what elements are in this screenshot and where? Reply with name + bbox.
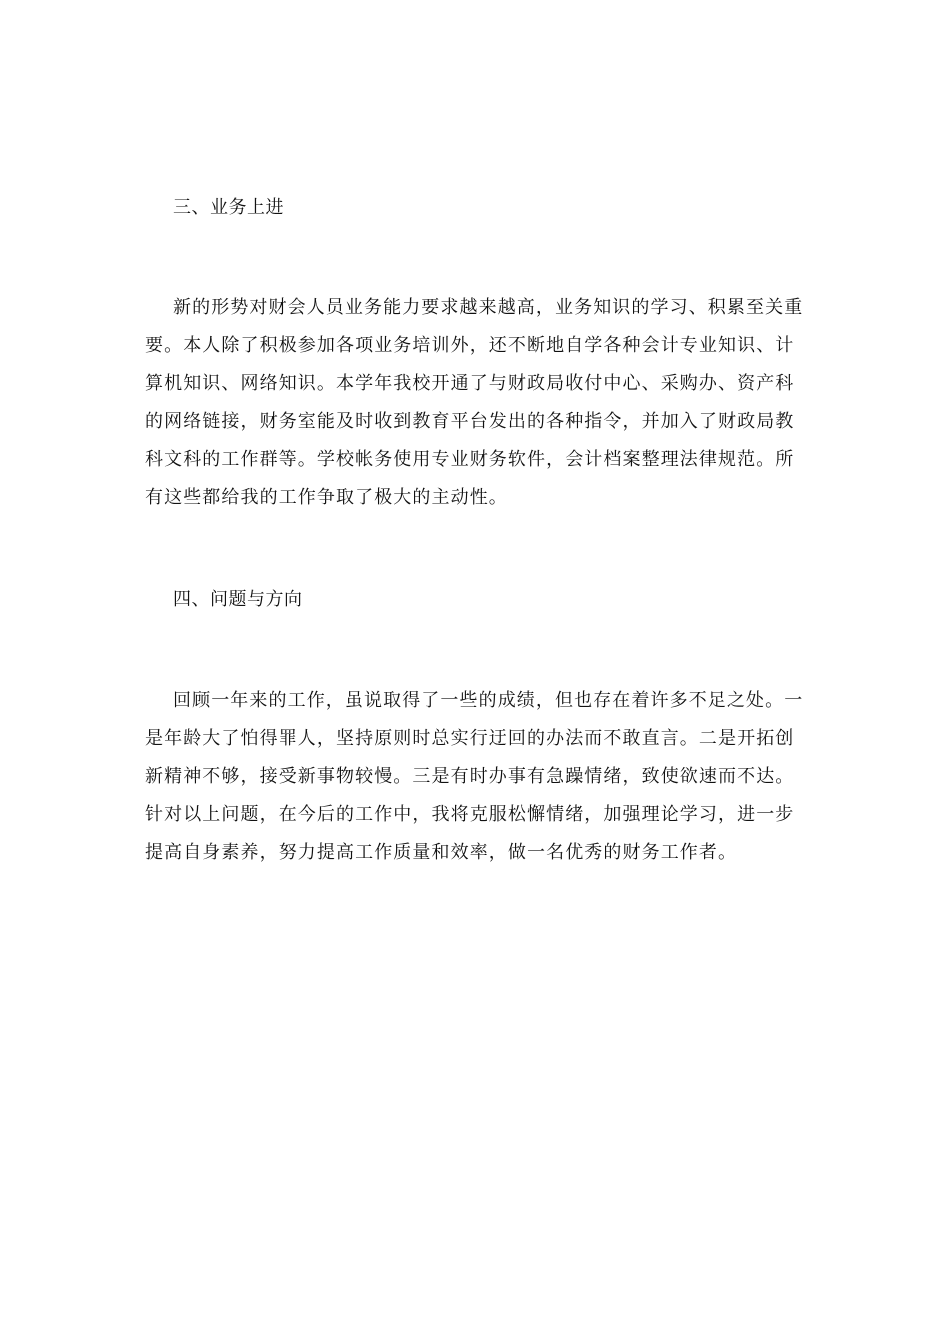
paragraph-line: 新的形势对财会人员业务能力要求越来越高，业务知识的学习、积累至关重: [173, 297, 804, 318]
paragraph-line: 有这些都给我的工作争取了极大的主动性。: [145, 487, 508, 508]
paragraph-line: 提高自身素养，努力提高工作质量和效率，做一名优秀的财务工作者。: [145, 842, 738, 863]
paragraph-line: 要。本人除了积极参加各项业务培训外，还不断地自学各种会计专业知识、计: [145, 335, 795, 356]
paragraph-line: 的网络链接，财务室能及时收到教育平台发出的各种指令，并加入了财政局教: [145, 411, 795, 432]
section-heading-problems-direction: 四、问题与方向: [173, 589, 303, 610]
paragraph-line: 新精神不够，接受新事物较慢。三是有时办事有急躁情绪，致使欲速而不达。: [145, 766, 795, 787]
paragraph-line: 是年龄大了怕得罪人，坚持原则时总实行迂回的办法而不敢直言。二是开拓创: [145, 728, 795, 749]
paragraph-line: 针对以上问题，在今后的工作中，我将克服松懈情绪，加强理论学习，进一步: [145, 804, 795, 825]
paragraph-line: 回顾一年来的工作，虽说取得了一些的成绩，但也存在着许多不足之处。一: [173, 690, 804, 711]
section-heading-business-progress: 三、业务上进: [173, 197, 284, 218]
paragraph-line: 科文科的工作群等。学校帐务使用专业财务软件，会计档案整理法律规范。所: [145, 449, 795, 470]
paragraph-line: 算机知识、网络知识。本学年我校开通了与财政局收付中心、采购办、资产科: [145, 373, 795, 394]
